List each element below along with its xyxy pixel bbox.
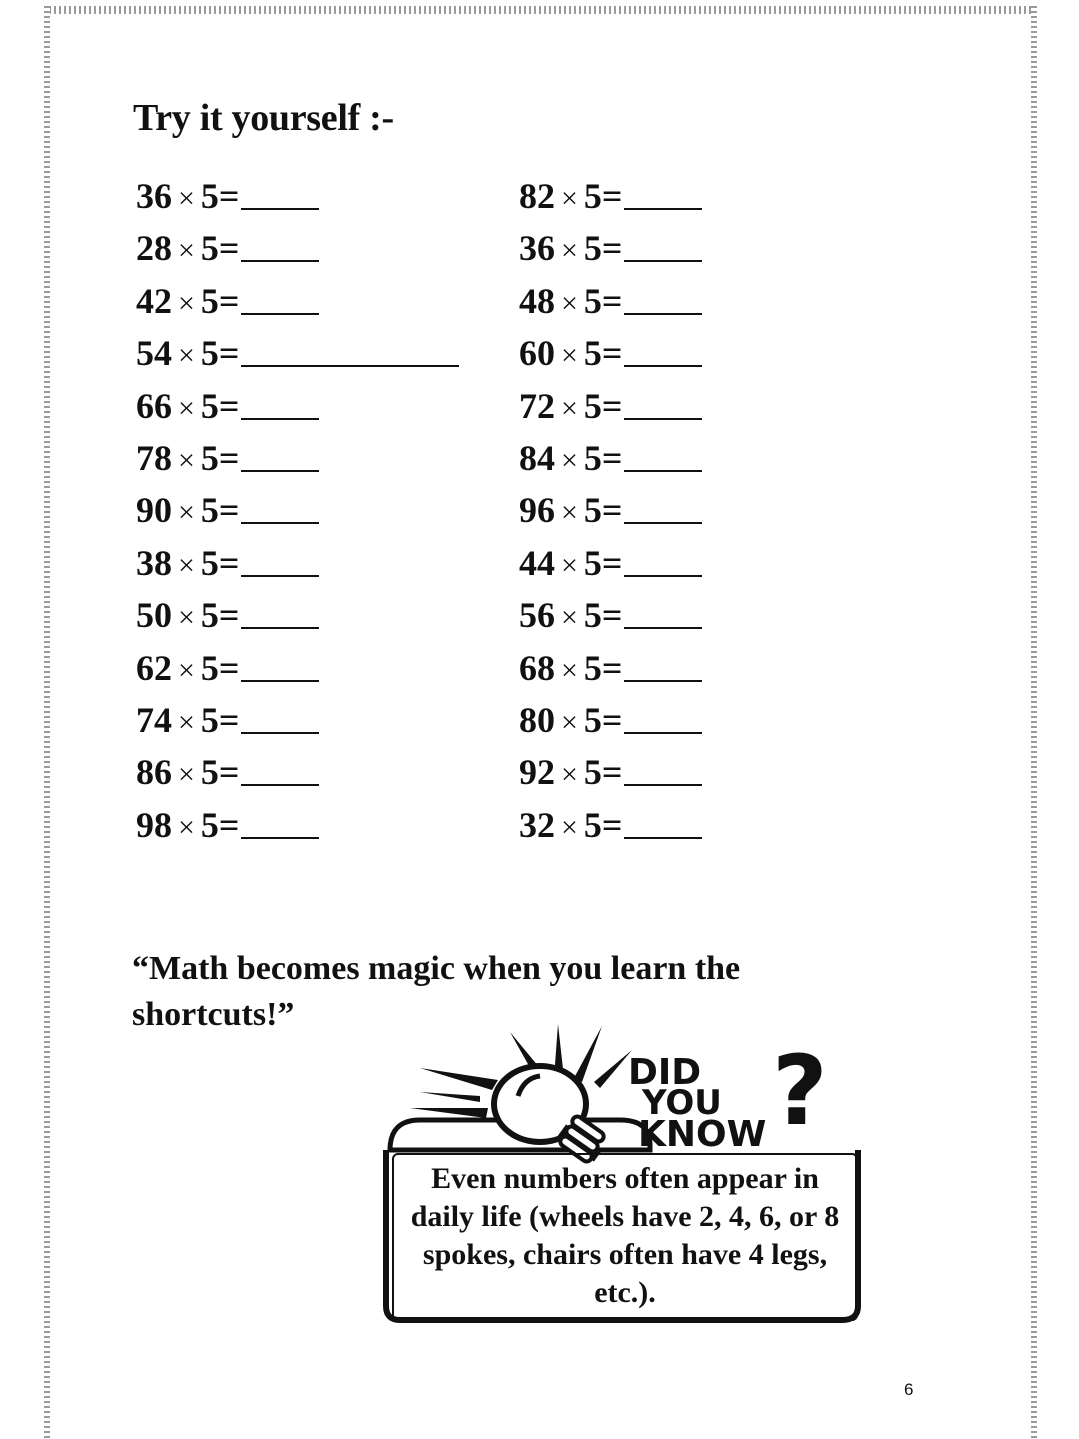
problem-number: 92 <box>519 752 555 793</box>
problem-row <box>136 222 459 274</box>
times-sign: × <box>561 391 578 425</box>
times-sign: × <box>178 286 195 320</box>
problem-row <box>519 746 702 798</box>
problem-row <box>136 589 459 641</box>
page-border-top <box>44 6 1037 14</box>
problem-row <box>136 432 459 484</box>
problem-row <box>136 484 459 536</box>
problem-row <box>519 642 702 694</box>
times-sign: × <box>561 339 578 373</box>
problem-number: 90 <box>136 490 172 531</box>
times-sign: × <box>561 443 578 477</box>
problem-row <box>519 222 702 274</box>
heading-did: DID <box>628 1052 702 1093</box>
problem-number: 74 <box>136 699 172 740</box>
problem-number: 32 <box>519 804 555 845</box>
multiplier: 5= <box>200 595 240 636</box>
answer-blank[interactable] <box>624 702 702 734</box>
question-mark-icon: ? <box>772 1035 828 1147</box>
problem-number: 56 <box>519 595 555 636</box>
problem-number: 98 <box>136 804 172 845</box>
problem-number: 68 <box>519 647 555 688</box>
answer-blank[interactable] <box>241 178 319 210</box>
answer-blank[interactable] <box>241 754 319 786</box>
times-sign: × <box>178 339 195 373</box>
multiplier: 5= <box>200 228 240 269</box>
heading-know: KNOW <box>638 1114 767 1155</box>
answer-blank[interactable] <box>624 754 702 786</box>
times-sign: × <box>178 548 195 582</box>
multiplier: 5= <box>200 385 240 426</box>
answer-blank[interactable] <box>241 335 459 367</box>
problem-number: 60 <box>519 333 555 374</box>
answer-blank[interactable] <box>624 388 702 420</box>
problem-row <box>136 694 459 746</box>
heading-you: YOU <box>642 1083 722 1123</box>
problem-number: 36 <box>136 176 172 216</box>
answer-blank[interactable] <box>624 178 702 210</box>
problem-number: 38 <box>136 542 172 583</box>
multiplier: 5= <box>583 595 623 636</box>
page-border-left <box>44 6 50 1439</box>
multiplier: 5= <box>583 280 623 321</box>
multiplier: 5= <box>583 176 623 216</box>
multiplier: 5= <box>583 752 623 793</box>
problem-number: 86 <box>136 752 172 793</box>
problem-number: 28 <box>136 228 172 269</box>
page-border-right <box>1031 6 1037 1439</box>
problem-number: 36 <box>519 228 555 269</box>
problem-row <box>519 170 702 222</box>
problem-number: 78 <box>136 437 172 478</box>
answer-blank[interactable] <box>624 807 702 839</box>
problem-row <box>519 589 702 641</box>
multiplier: 5= <box>200 490 240 531</box>
multiplier: 5= <box>583 699 623 740</box>
times-sign: × <box>561 182 578 215</box>
answer-blank[interactable] <box>624 440 702 472</box>
answer-blank[interactable] <box>624 597 702 629</box>
problem-number: 62 <box>136 647 172 688</box>
answer-blank[interactable] <box>241 440 319 472</box>
problem-number: 54 <box>136 333 172 374</box>
times-sign: × <box>561 601 578 635</box>
answer-blank[interactable] <box>241 230 319 262</box>
problem-number: 82 <box>519 176 555 216</box>
answer-blank[interactable] <box>241 545 319 577</box>
problem-row <box>136 380 459 432</box>
times-sign: × <box>561 653 578 687</box>
problem-number: 50 <box>136 595 172 636</box>
multiplier: 5= <box>583 490 623 531</box>
problem-row <box>136 537 459 589</box>
times-sign: × <box>178 443 195 477</box>
problem-number: 80 <box>519 699 555 740</box>
right-problem-column <box>519 170 702 851</box>
multiplier: 5= <box>583 333 623 374</box>
multiplier: 5= <box>583 228 623 269</box>
times-sign: × <box>561 705 578 739</box>
times-sign: × <box>178 234 195 268</box>
fact-text: Even numbers often appear in daily life (wheels have 2, 4, 6, or 8 spokes, chairs often have 4 legs, etc.). <box>410 1162 840 1309</box>
multiplier: 5= <box>200 542 240 583</box>
answer-blank[interactable] <box>241 650 319 682</box>
times-sign: × <box>178 182 195 215</box>
problem-row <box>519 484 702 536</box>
times-sign: × <box>178 810 195 844</box>
multiplier: 5= <box>583 804 623 845</box>
problem-row <box>136 170 459 222</box>
answer-blank[interactable] <box>624 283 702 315</box>
multiplier: 5= <box>200 333 240 374</box>
times-sign: × <box>561 548 578 582</box>
answer-blank[interactable] <box>624 335 702 367</box>
problem-row <box>519 327 702 379</box>
multiplier: 5= <box>583 437 623 478</box>
answer-blank[interactable] <box>624 492 702 524</box>
left-problem-column <box>136 170 459 851</box>
answer-blank[interactable] <box>241 283 319 315</box>
answer-blank[interactable] <box>241 807 319 839</box>
motivational-quote: “Math becomes magic when you learn the shortcuts!” <box>132 950 741 1033</box>
problem-row <box>519 537 702 589</box>
multiplier: 5= <box>583 542 623 583</box>
did-you-know-heading <box>628 1035 828 1155</box>
multiplier: 5= <box>583 647 623 688</box>
problem-number: 96 <box>519 490 555 531</box>
problem-row <box>519 799 702 851</box>
multiplier: 5= <box>200 804 240 845</box>
problem-number: 72 <box>519 385 555 426</box>
answer-blank[interactable] <box>241 492 319 524</box>
answer-blank[interactable] <box>241 597 319 629</box>
multiplier: 5= <box>583 385 623 426</box>
multiplier: 5= <box>200 280 240 321</box>
problem-row <box>136 746 459 798</box>
times-sign: × <box>178 758 195 792</box>
problem-row <box>519 432 702 484</box>
answer-blank[interactable] <box>241 702 319 734</box>
answer-blank[interactable] <box>241 388 319 420</box>
times-sign: × <box>561 234 578 268</box>
page-number: 6 <box>904 1380 914 1399</box>
problem-number: 48 <box>519 280 555 321</box>
times-sign: × <box>178 496 195 530</box>
problem-row <box>519 380 702 432</box>
times-sign: × <box>178 705 195 739</box>
times-sign: × <box>178 653 195 687</box>
multiplier: 5= <box>200 699 240 740</box>
problem-row <box>136 275 459 327</box>
problem-row <box>136 327 459 379</box>
answer-blank[interactable] <box>624 650 702 682</box>
problem-number: 44 <box>519 542 555 583</box>
times-sign: × <box>561 496 578 530</box>
answer-blank[interactable] <box>624 230 702 262</box>
problem-number: 42 <box>136 280 172 321</box>
multiplier: 5= <box>200 437 240 478</box>
multiplier: 5= <box>200 647 240 688</box>
times-sign: × <box>178 601 195 635</box>
multiplier: 5= <box>200 752 240 793</box>
times-sign: × <box>561 758 578 792</box>
problem-number: 84 <box>519 437 555 478</box>
times-sign: × <box>561 286 578 320</box>
problem-row <box>136 799 459 851</box>
times-sign: × <box>561 810 578 844</box>
problem-number: 66 <box>136 385 172 426</box>
problem-row <box>519 275 702 327</box>
answer-blank[interactable] <box>624 545 702 577</box>
problem-row <box>136 642 459 694</box>
worksheet-title: Try it yourself :- <box>133 97 394 139</box>
problem-row <box>519 694 702 746</box>
multiplier: 5= <box>200 176 240 216</box>
times-sign: × <box>178 391 195 425</box>
